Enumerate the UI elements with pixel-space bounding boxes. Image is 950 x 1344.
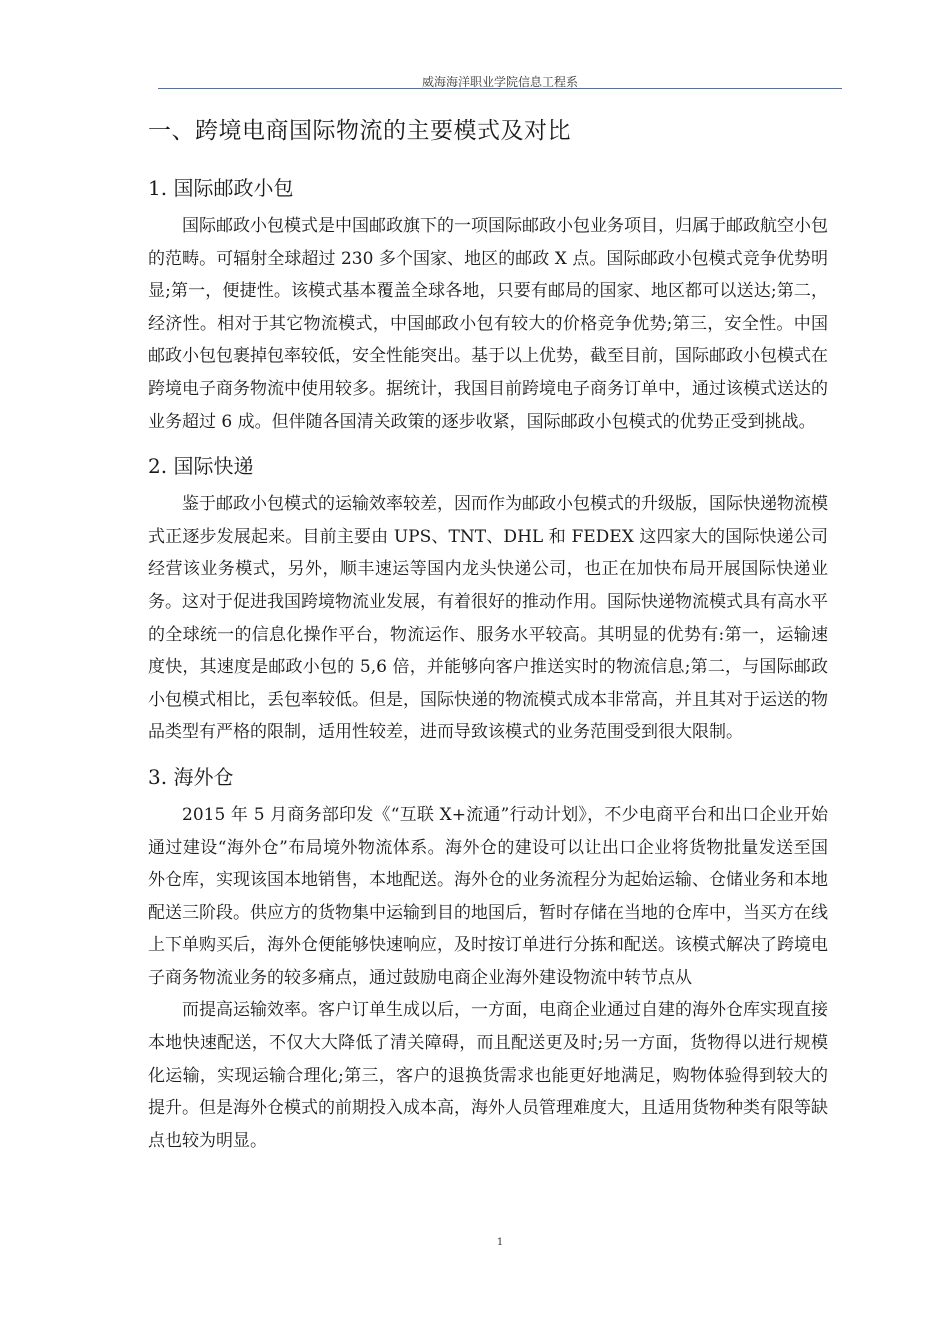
section-express [148, 448, 828, 749]
page-number: 1 [496, 1237, 504, 1248]
document-body [148, 112, 828, 1157]
section-overseas-warehouse [148, 759, 828, 1158]
section-heading: 2. 国际快递 [148, 454, 254, 479]
section-heading: 1. 国际邮政小包 [148, 176, 294, 200]
section-paragraph: 2015 年 5 月商务部印发《“互联 X+流通”行动计划》，不少电商平台和出口企业开始通过建设“海外仓”布局境外物流体系。海外仓的建设可以让出口企业将货物批量发送至国外仓库，实现该国本地销售，本地配送。海外仓的业务流程分为起始运输、仓储业务和本地配送三阶段。供应方的货物集中运输到目的地国后，暂时存储在当地的仓库中，当买方在线上下单购买后，海外仓便能够快速响应，及时按订单进行分拣和配送。该模式解决了跨境电子商务物流业务的较多痛点，通过鼓励电商企业海外建设物流中转节点从 [148, 804, 828, 988]
section-heading: 3. 海外仓 [148, 764, 234, 789]
section-postal-parcel [148, 170, 828, 438]
section-paragraph: 国际邮政小包模式是中国邮政旗下的一项国际邮政小包业务项目，归属于邮政航空小包的范畴。可辐射全球超过 230 多个国家、地区的邮政 X 点。国际邮政小包模式竞争优势明显;第一，便捷性。该模式基本覆盖全球各地，只要有邮局的国家、地区都可以送达;第二，经济性。相对于其它物流模式，中国邮政小包有较大的价格竞争优势;第三，安全性。中国邮政小包包裹掉包率较低，安全性能突出。基于以上优势，截至目前，国际邮政小包模式在跨境电子商务物流中使用较多。据统计，我国目前跨境电子商务订单中，通过该模式送达的业务超过 6 成。但伴随各国清关政策的逐步收紧，国际邮政小包模式的优势正受到挑战。 [148, 216, 828, 432]
section-paragraph: 而提高运输效率。客户订单生成以后，一方面，电商企业通过自建的海外仓库实现直接本地快速配送，不仅大大降低了清关障碍，而且配送更及时;另一方面，货物得以进行规模化运输，实现运输合理化;第三，客户的退换货需求也能更好地满足，购物体验得到较大的提升。但是海外仓模式的前期投入成本高，海外人员管理难度大，且适用货物种类有限等缺点也较为明显。 [148, 1000, 828, 1151]
header-rule [158, 88, 842, 89]
section-paragraph: 鉴于邮政小包模式的运输效率较差，因而作为邮政小包模式的升级版，国际快递物流模式正逐步发展起来。目前主要由 UPS、TNT、DHL 和 FEDEX 这四家大的国际快递公司经营该业务模式，另外，顺丰速运等国内龙头快递公司，也正在加快布局开展国际快递业务。这对于促进我国跨境物流业发展，有着很好的推动作用。国际快递物流模式具有高水平的全球统一的信息化操作平台，物流运作、服务水平较高。其明显的优势有:第一，运输速度快，其速度是邮政小包的 5,6 倍，并能够向客户推送实时的物流信息;第二，与国际邮政小包模式相比，丢包率较低。但是，国际快递的物流模式成本非常高，并且其对于运送的物品类型有严格的限制，适用性较差，进而导致该模式的业务范围受到很大限制。 [148, 494, 828, 743]
page-title: 一、跨境电商国际物流的主要模式及对比 [148, 118, 571, 144]
page-header: 威海海洋职业学院信息工程系 [421, 75, 578, 89]
